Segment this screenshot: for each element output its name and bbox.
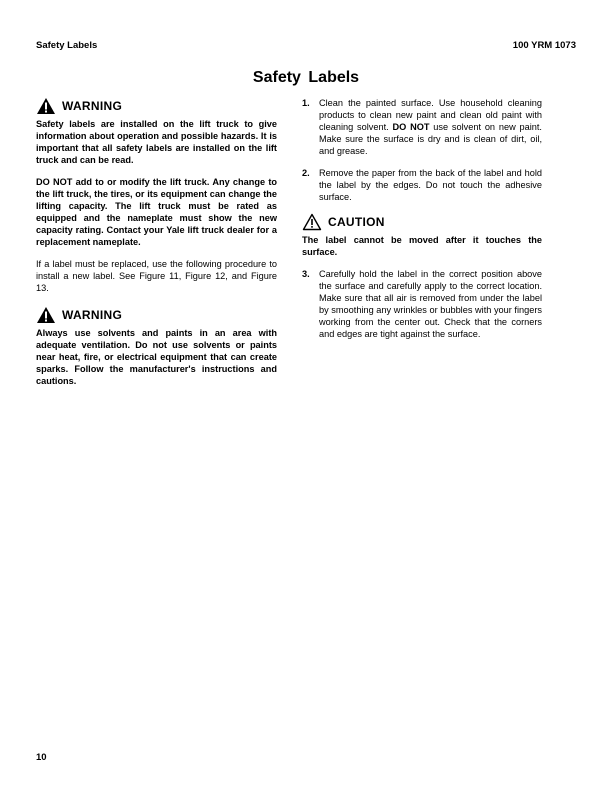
warning-block-solvents <box>36 306 277 387</box>
step-text-emphasis: DO NOT <box>392 122 430 132</box>
caution-signal <box>302 213 542 231</box>
step-text-part: use solvent on new paint. Make sure the surface is dry and is clean of dirt, oil, and grease. <box>319 122 542 156</box>
warning-signal-word: WARNING <box>62 99 123 113</box>
right-column <box>302 97 542 350</box>
hazard-triangle-icon <box>36 97 56 115</box>
caution-triangle-icon <box>302 213 322 231</box>
procedure-step <box>302 167 542 203</box>
warning-text: DO NOT add to or modify the lift truck. Any change to the lift truck, the tires, or its equipment can change the lifting capacity. The lift truck must be rated as equipped and the nameplate must show the new capacity rating. Contact your Yale lift truck dealer for a replacement nameplate. <box>36 177 277 247</box>
warning-text: Safety labels are installed on the lift truck to give information about operation and possible hazards. It is important that all safety labels are installed on the lift truck and can be read. <box>36 119 277 165</box>
step-text: Carefully hold the label in the correct position above the surface and carefully apply to the correct location. Make sure that all air is removed from under the label by smoothing any wrinkles or bubbles with your fingers working from the center out. Check that the corners and edges are tight against the surface. <box>319 269 542 339</box>
warning-text: Always use solvents and paints in an area with adequate ventilation. Do not use solvents or paints near heat, fire, or electrical equipment that can create sparks. Follow the manufacturer's instructions and cautions. <box>36 328 277 386</box>
left-column <box>36 97 277 397</box>
page-title: Safety Labels <box>252 69 360 86</box>
running-header-left: Safety Labels <box>36 40 98 51</box>
warning-signal <box>36 97 277 115</box>
procedure-step <box>302 97 542 157</box>
procedure-intro: If a label must be replaced, use the following procedure to install a new label. See Figure 11, Figure 12, and Figure 13. <box>36 259 277 293</box>
warning-signal <box>36 306 277 324</box>
warning-signal-word: WARNING <box>62 308 123 322</box>
step-text-part: Clean the painted surface. Use household cleaning products to clean new paint and clean old paint with cleaning solvent. <box>319 98 542 132</box>
step-text: Remove the paper from the back of the label and hold the label by the edges. Do not touch the adhesive surface. <box>319 168 542 202</box>
warning-block-labels <box>36 97 277 248</box>
step-number: 2. <box>302 168 310 178</box>
step-number: 1. <box>302 98 310 108</box>
hazard-triangle-icon <box>36 306 56 324</box>
step-number: 3. <box>302 269 310 279</box>
page-number: 10 <box>36 752 47 763</box>
step-text <box>319 97 542 157</box>
caution-text: The label cannot be moved after it touches the surface. <box>302 235 542 257</box>
procedure-step <box>302 268 542 340</box>
running-header-right: 100 YRM 1073 <box>512 40 576 51</box>
caution-signal-word: CAUTION <box>328 215 385 229</box>
caution-block <box>302 213 542 258</box>
